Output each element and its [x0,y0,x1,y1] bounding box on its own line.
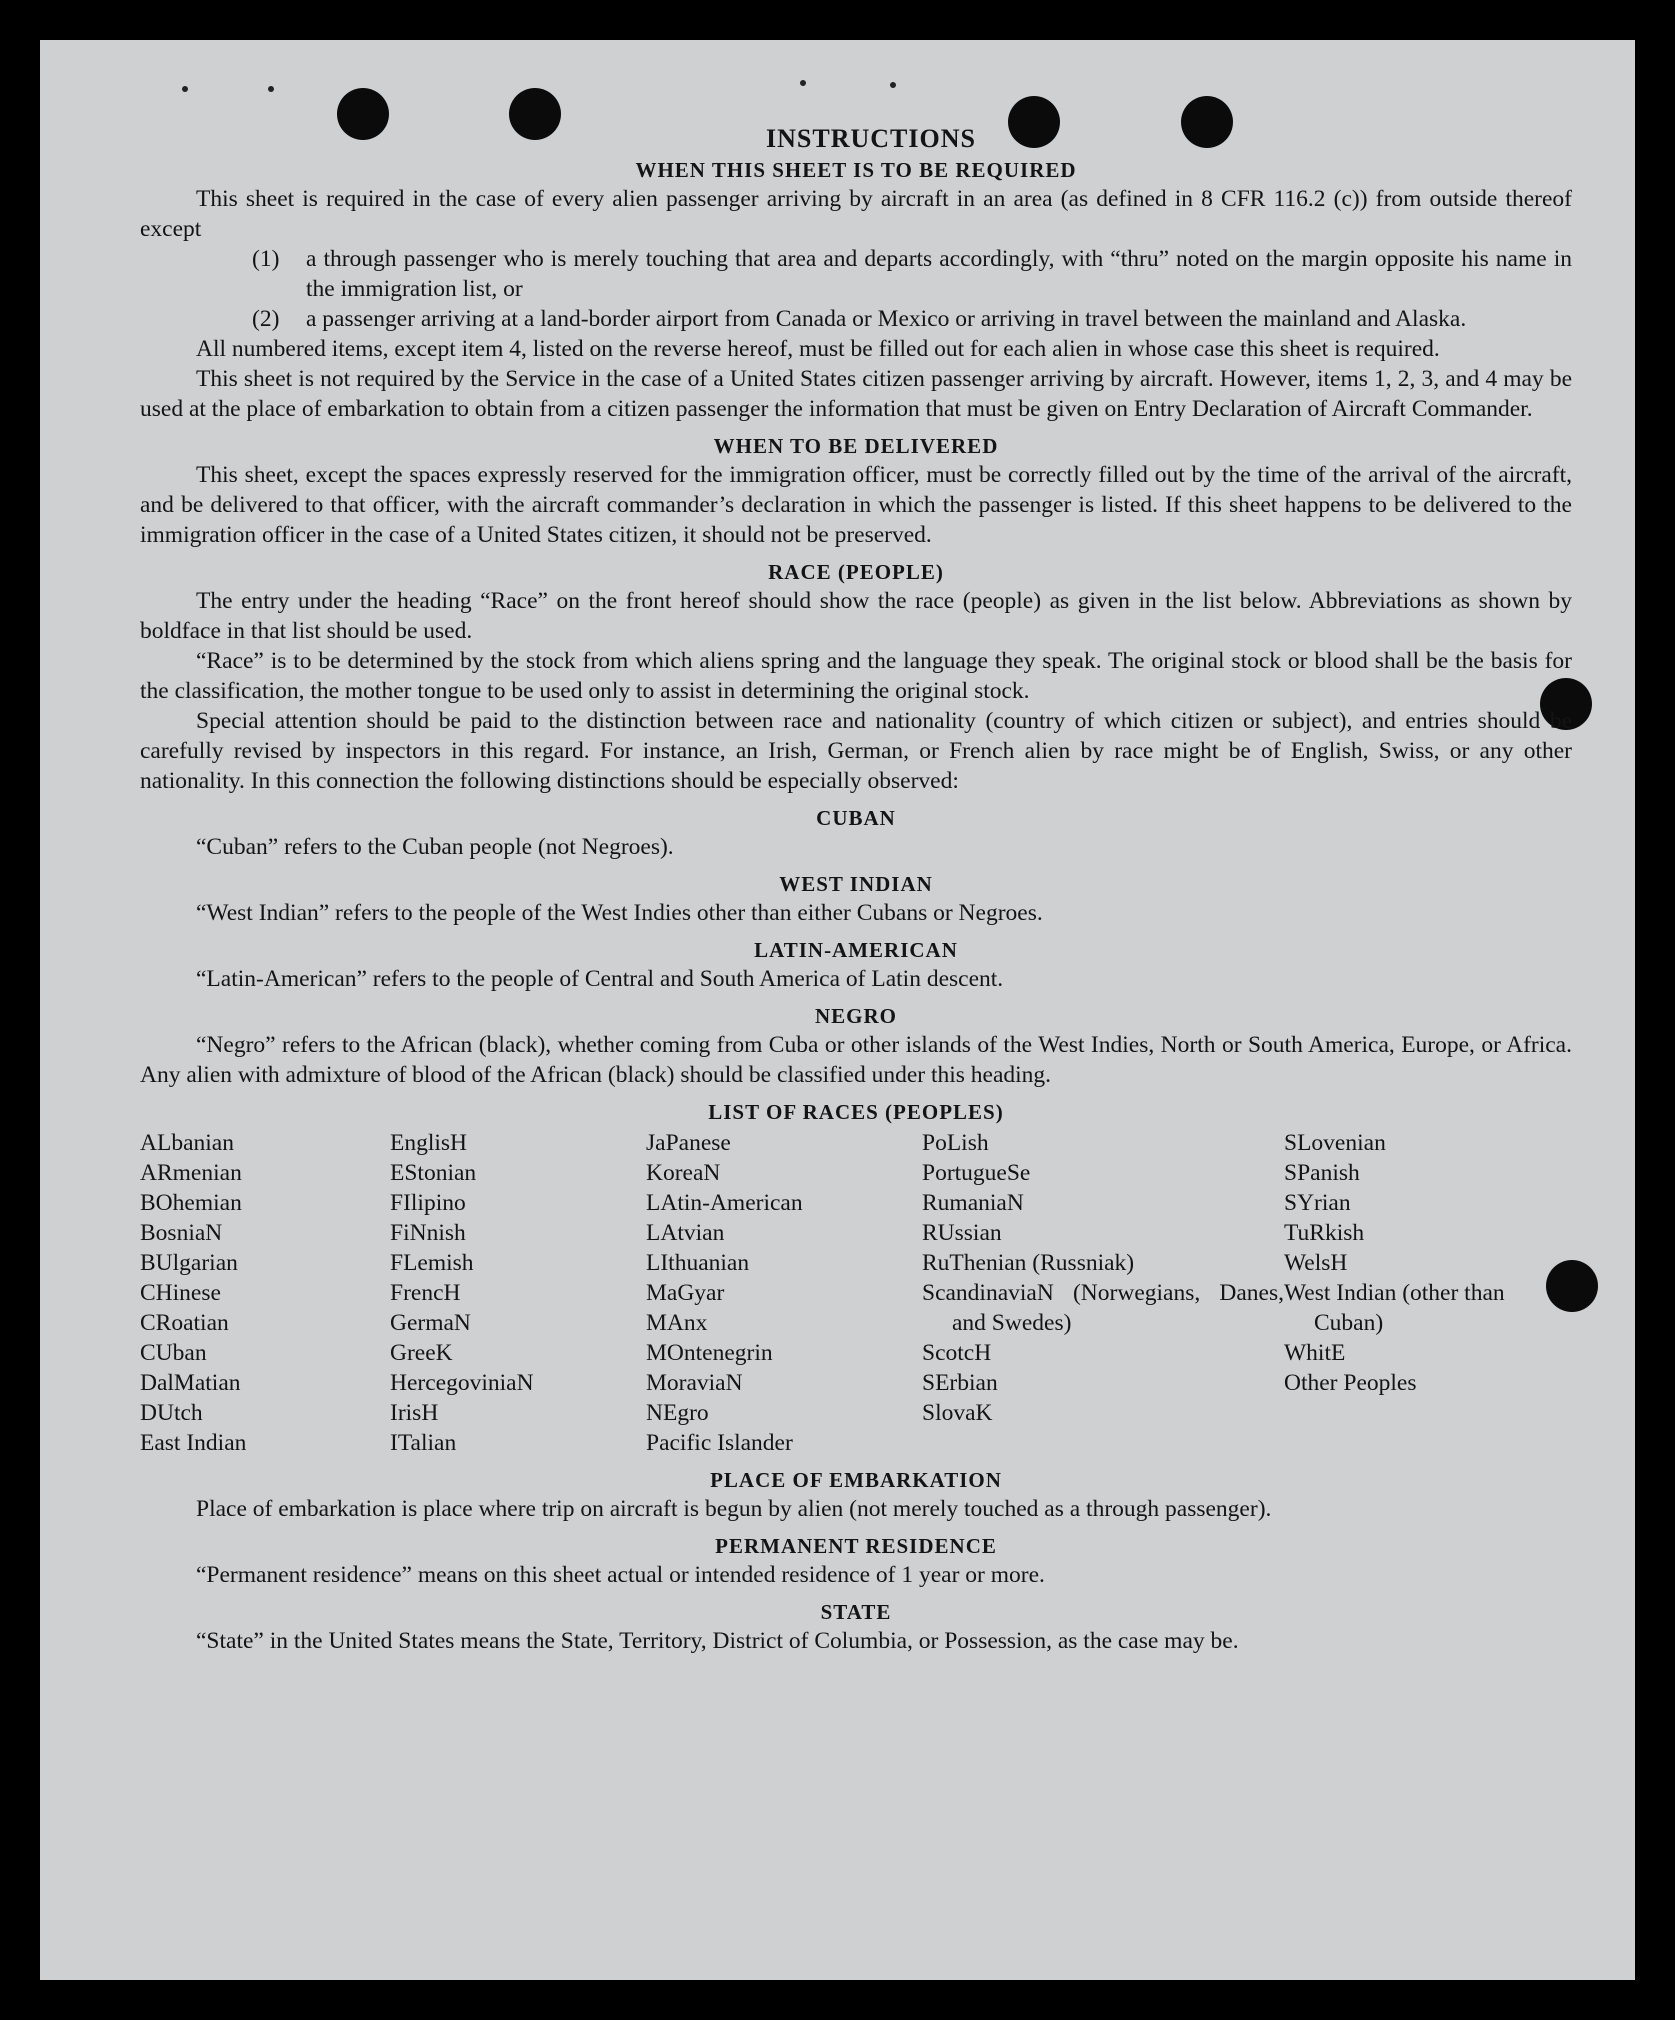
document-page [40,40,1635,1980]
race-item: RuThenian (Russniak) [922,1250,1135,1276]
race-item: SErbian [922,1370,998,1396]
page-title: INSTRUCTIONS [766,124,976,153]
speck [268,86,274,92]
exception-item [252,304,1572,334]
paragraph-west-indian: “West Indian” refers to the people of the West Indies other than either Cubans or Negroes. [196,900,1043,926]
race-item: MOntenegrin [646,1340,773,1366]
heading-negro: NEGRO [814,1004,897,1028]
race-item: CHinese [140,1280,221,1306]
race-item: DUtch [140,1400,203,1426]
race-item: IrisH [390,1400,439,1426]
race-item: BOhemian [140,1190,242,1216]
race-item: ALbanian [140,1130,234,1156]
paragraph-negro: “Negro” refers to the African (black), whether coming from Cuba or other islands of the West Indies, North or South America, Europe, or Africa. Any alien with admixture of blood of the African (black) should be classified under this heading. [140,1032,1572,1088]
exception-number: (2) [252,306,280,332]
paragraph-when-required-intro: This sheet is required in the case of every alien passenger arriving by aircraft in an area (as defined in 8 CFR 116.2 (c)) from outside thereof except [140,186,1572,242]
race-item: SYrian [1284,1190,1351,1216]
race-item: EnglisH [390,1130,468,1156]
race-item: FIlipino [390,1190,466,1216]
race-column [646,1128,922,1458]
race-column [140,1128,390,1458]
heading-west-indian: WEST INDIAN [779,872,933,896]
heading-when-required: WHEN THIS SHEET IS TO BE REQUIRED [635,158,1077,182]
race-item: EStonian [390,1160,477,1186]
paragraph-place-of-embarkation: Place of embarkation is place where trip on aircraft is begun by alien (not merely touched as a through passenger). [196,1496,1272,1522]
race-item: TuRkish [1284,1220,1365,1246]
race-item: FrencH [390,1280,461,1306]
paragraph-permanent-residence: “Permanent residence” means on this sheet actual or intended residence of 1 year or more. [196,1562,1045,1588]
race-item: LIthuanian [646,1250,750,1276]
instructions-content [140,122,1572,1656]
race-item: RUssian [922,1220,1002,1246]
race-item: WhitE [1284,1340,1346,1366]
race-item: GermaN [390,1310,471,1336]
exception-text: a through passenger who is merely touching that area and departs accordingly, with “thru” noted on the margin opposite his name in the immigration list, or [306,246,1572,302]
speck [890,82,896,88]
speck [182,86,188,92]
paragraph-state: “State” in the United States means the State, Territory, District of Columbia, or Possession, as the case may be. [196,1628,1239,1654]
race-item: PortugueSe [922,1160,1031,1186]
race-item: FiNnish [390,1220,466,1246]
race-item: JaPanese [646,1130,731,1156]
paragraph-citizen: This sheet is not required by the Service in the case of a United States citizen passenger arriving by aircraft. However, items 1, 2, 3, and 4 may be used at the place of embarkation to obtain from a citizen passenger the information that must be given on Entry Declaration of Aircraft Commander. [140,366,1572,422]
paragraph-when-delivered: This sheet, except the spaces expressly reserved for the immigration officer, must be correctly filled out by the time of the arrival of the aircraft, and be delivered to that officer, with the aircraft commander’s declaration in which the passenger is listed. If this sheet happens to be delivered to the immigration officer in the case of a United States citizen, it should not be preserved. [140,462,1572,548]
heading-when-delivered: WHEN TO BE DELIVERED [713,434,999,458]
paragraph-race-stock: “Race” is to be determined by the stock from which aliens spring and the language they speak. The original stock or blood shall be the basis for the classification, the mother tongue to be used only to assist in determining the original stock. [140,648,1572,704]
race-column [390,1128,646,1458]
race-item: LAtvian [646,1220,725,1246]
race-item: NEgro [646,1400,709,1426]
race-item: West Indian (other than Cuban) [1284,1280,1505,1336]
race-column [922,1128,1284,1458]
heading-list-of-races: LIST OF RACES (PEOPLES) [708,1100,1004,1124]
race-item: BUlgarian [140,1250,238,1276]
race-item: DalMatian [140,1370,241,1396]
race-item: ScotcH [922,1340,992,1366]
heading-state: STATE [820,1600,892,1624]
heading-place-of-embarkation: PLACE OF EMBARKATION [710,1468,1002,1492]
heading-permanent-residence: PERMANENT RESIDENCE [715,1534,997,1558]
paragraph-numbered-items: All numbered items, except item 4, listed on the reverse hereof, must be filled out for each alien in whose case this sheet is required. [196,336,1440,362]
race-item: LAtin-American [646,1190,803,1216]
race-item: PoLish [922,1130,989,1156]
exception-item [252,244,1572,304]
heading-race: RACE (PEOPLE) [768,560,944,584]
speck [800,80,806,86]
paragraph-race-entry: The entry under the heading “Race” on the front hereof should show the race (people) as given in the list below. Abbreviations as shown by boldface in that list should be used. [140,588,1572,644]
race-item: ITalian [390,1430,457,1456]
race-item: GreeK [390,1340,453,1366]
race-item: BosniaN [140,1220,223,1246]
race-item: ScandinaviaN (Norwegians, Danes, and Swedes) [922,1280,1284,1336]
race-column [1284,1128,1572,1458]
paragraph-latin-american: “Latin-American” refers to the people of Central and South America of Latin descent. [196,966,1004,992]
race-item: ARmenian [140,1160,242,1186]
paragraph-cuban: “Cuban” refers to the Cuban people (not Negroes). [196,834,674,860]
paragraph-race-distinction: Special attention should be paid to the distinction between race and nationality (country of which citizen or subject), and entries should be carefully revised by inspectors in this regard. For instance, an Irish, German, or French alien by race might be of English, Swiss, or any other nationality. In this connection the following distinctions should be especially observed: [140,708,1572,794]
race-item: MAnx [646,1310,708,1336]
race-item: KoreaN [646,1160,721,1186]
race-list [140,1128,1572,1458]
race-item: SLovenian [1284,1130,1386,1156]
race-item: FLemish [390,1250,474,1276]
race-item: MaGyar [646,1280,725,1306]
exception-text: a passenger arriving at a land-border airport from Canada or Mexico or arriving in travel between the mainland and Alaska. [306,306,1467,332]
race-item: CRoatian [140,1310,229,1336]
race-item: CUban [140,1340,207,1366]
race-item: SPanish [1284,1160,1360,1186]
race-item: Pacific Islander [646,1430,793,1456]
heading-latin-american: LATIN-AMERICAN [754,938,958,962]
race-item: RumaniaN [922,1190,1024,1216]
race-item: MoraviaN [646,1370,743,1396]
race-item: HercegoviniaN [390,1370,534,1396]
race-item: WelsH [1284,1250,1348,1276]
race-item: East Indian [140,1430,247,1456]
exception-number: (1) [252,246,280,272]
heading-cuban: CUBAN [816,806,896,830]
race-item: SlovaK [922,1400,993,1426]
race-item: Other Peoples [1284,1370,1417,1396]
